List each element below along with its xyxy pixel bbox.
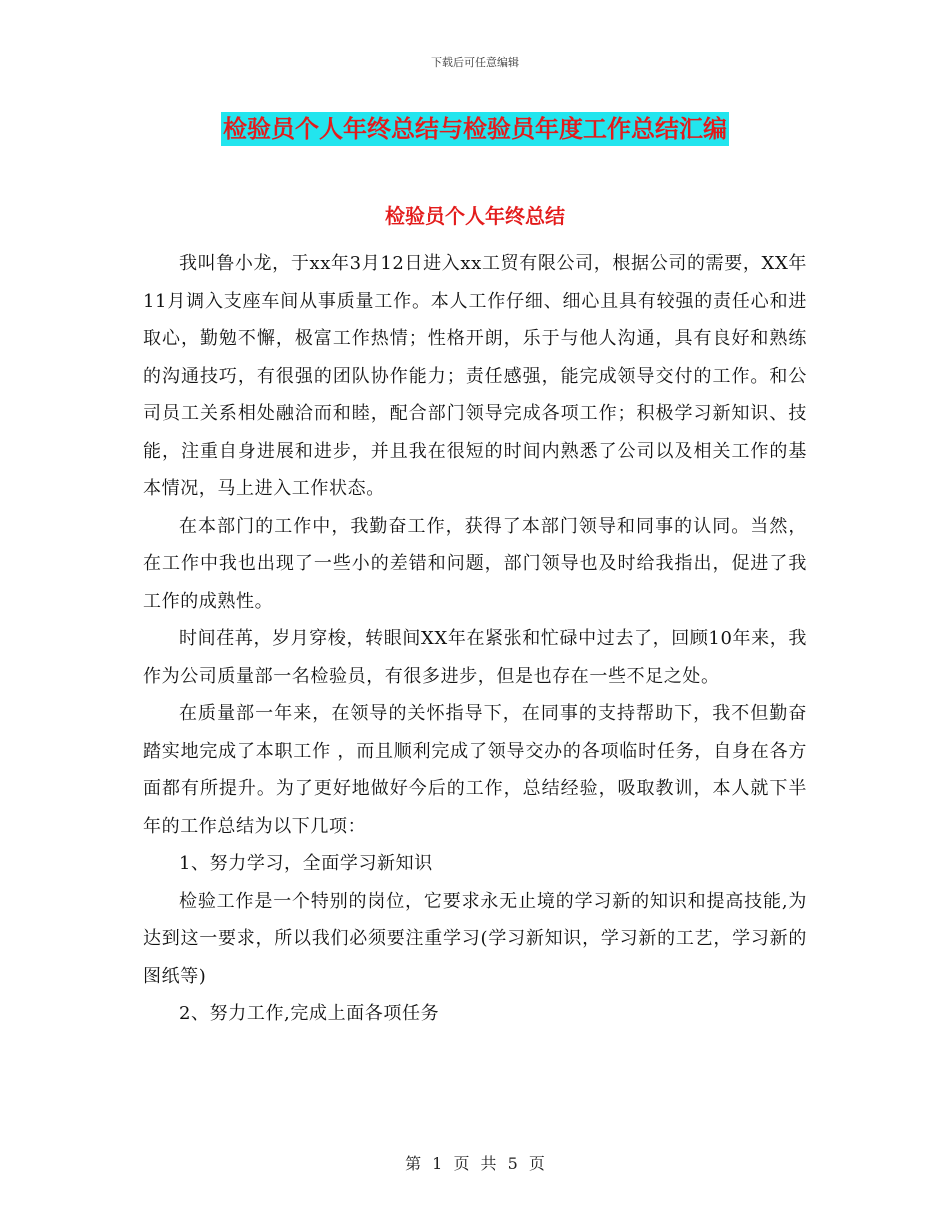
paragraph-review: 时间荏苒，岁月穿梭，转眼间XX年在紧张和忙碌中过去了，回顾10年来，我作为公司质量部一名检验员，有很多进步，但是也存在一些不足之处。 (143, 628, 807, 687)
paragraph-heading-1: 1、努力学习，全面学习新知识 (179, 853, 433, 874)
main-title-container (0, 112, 950, 146)
paragraph-department: 在本部门的工作中，我勤奋工作，获得了本部门领导和同事的认同。当然，在工作中我也出现了一些小的差错和问题，部门领导也及时给我指出，促进了我工作的成熟性。 (143, 515, 807, 612)
main-title: 检验员个人年终总结与检验员年度工作总结汇编 (221, 112, 729, 146)
document-body (143, 245, 807, 1033)
paragraph-inspection: 检验工作是一个特别的岗位，它要求永无止境的学习新的知识和提高技能,为达到这一要求，所以我们必须要注重学习(学习新知识，学习新的工艺，学习新的图纸等) (143, 890, 807, 987)
page-footer: 第 1 页 共 5 页 (405, 1154, 545, 1173)
paragraph-intro: 我叫鲁小龙，于xx年3月12日进入xx工贸有限公司，根据公司的需要，XX年11月调入支座车间从事质量工作。本人工作仔细、细心且具有较强的责任心和进取心，勤勉不懈，极富工作热情；性格开朗，乐于与他人沟通，具有良好和熟练的沟通技巧，有很强的团队协作能力；责任感强，能完成领导交付的工作。和公司员工关系相处融洽而和睦，配合部门领导完成各项工作；积极学习新知识、技能，注重自身进展和进步，并且我在很短的时间内熟悉了公司以及相关工作的基本情况，马上进入工作状态。 (143, 253, 807, 499)
section-title: 检验员个人年终总结 (385, 204, 565, 228)
paragraph-quality-dept: 在质量部一年来，在领导的关怀指导下，在同事的支持帮助下，我不但勤奋踏实地完成了本职工作 ，而且顺利完成了领导交办的各项临时任务，自身在各方面都有所提升。为了更好地做好今后的工作，总结经验，吸取教训，本人就下半年的工作总结为以下几项： (143, 703, 807, 837)
header-note: 下载后可任意编辑 (431, 56, 519, 69)
paragraph-heading-2: 2、努力工作,完成上面各项任务 (179, 1003, 440, 1024)
